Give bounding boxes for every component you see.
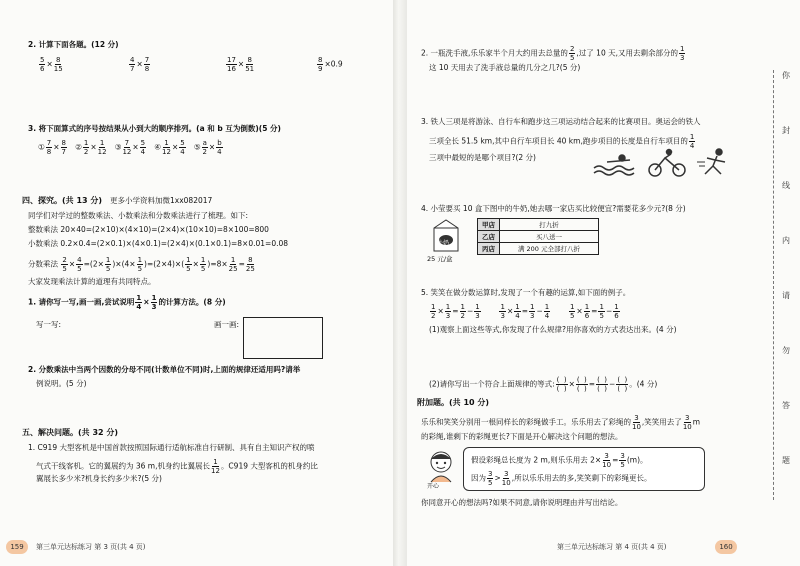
- section4-title: 四、探究。(共 13 分): [22, 196, 103, 205]
- bike-icon: [649, 150, 685, 177]
- r-q5-examples: $\frac{1}{2}$ × $\frac{1}{3}$ = $\frac{1}{2}$ − $\frac{1}{3}$ $\frac{1}{3}$ × $\frac{1}{4}$ = $\frac{1}{3}$ − $\frac{1}{4}$ $\frac{1}{5}$ × $\frac{1}{6}$ = $\frac{1}{5}$ − $\frac{1}{6}$: [431, 303, 619, 320]
- section4-intro: 同学们对学过的整数乘法、小数乘法和分数乘法进行了梳理。如下:: [28, 211, 249, 220]
- bonus-line3: 你同意开心的想法吗?如果不同意,请你说明理由并写出结论。: [421, 498, 623, 507]
- s5-q1-line2: 气式干线客机。它的翼展约为 36 m,机身约比翼展长 $\frac{1}{12}$ 。C919 大型客机的机身约比: [36, 458, 318, 475]
- s5-q1-line1: 1. C919 大型客机是中国首款按照国际通行适航标准自行研制、具有自主知识产权的喷: [28, 443, 315, 452]
- table-row: 乙店 买八送一: [478, 231, 599, 243]
- sub-q2-line2: 例说明。(5 分): [36, 379, 87, 388]
- write-label: 写一写:: [36, 320, 62, 329]
- q3-items: ① $\frac{7}{8}$ × $\frac{8}{7}$ ② $\frac{1}{2}$ × $\frac{1}{12}$ ③ $\frac{7}{12}$ × $\frac{5}{4}$ ④ $\frac{1}{12}$ × $\frac{5}{4}$ ⑤ $\frac{a}{2}$ × $\frac{b}{4}$: [38, 139, 222, 156]
- page-number-left: 159: [6, 540, 28, 554]
- feature-line: 大家发现乘法计算的道理有共同特点。: [28, 277, 156, 286]
- sub-q2-line1: 2. 分数乘法中当两个因数的分母不同(计数单位不同)时,上面的规律还适用吗?请举: [28, 365, 301, 374]
- decimal-mult-line: 小数乘法 0.2×0.4=(2×0.1)×(4×0.1)=(2×4)×(0.1×0.1)=8×0.01=0.08: [28, 239, 289, 248]
- think-line1: 假设彩绳总长度为 2 m,则乐乐用去 2× $\frac{3}{10}$ = $\frac{3}{5}$ (m)。: [471, 452, 648, 469]
- section5-title: 五、解决问题。(共 32 分): [22, 428, 119, 437]
- r-q4: 4. 小莹要买 10 盒下图中的牛奶,她去哪一家店买比较便宜?需要花多少元?(8 分): [421, 204, 686, 213]
- swim-icon: [594, 155, 634, 175]
- footer-left: 第三单元达标练习 第 3 页(共 4 页): [36, 543, 146, 551]
- footer-right: 第三单元达标练习 第 4 页(共 4 页): [557, 543, 667, 551]
- triathlon-icons: [592, 148, 742, 178]
- integer-mult-line: 整数乘法 20×40=(2×10)×(4×10)=(2×4)×(10×10)=8×100=800: [28, 225, 269, 234]
- milk-label: 牛奶: [437, 240, 450, 247]
- section4-note: 更多小学资料加微1xx082017: [110, 196, 213, 205]
- kaixin-label: 开心: [427, 483, 440, 490]
- left-page: [0, 0, 393, 566]
- kaixin-avatar-icon: [423, 448, 459, 484]
- table-row: 丙店 满 200 元全部打八折: [478, 243, 599, 255]
- r-q2-line1: 2. 一瓶洗手液,乐乐家半个月大约用去总量的 $\frac{2}{5}$ ,过了 10 天,又用去剩余部分的 $\frac{1}{3}$: [421, 45, 685, 62]
- q3-title: 3. 将下面算式的序号按结果从小到大的顺序排列。(a 和 b 互为倒数)(5 分): [28, 124, 281, 133]
- r-q2-line2: 这 10 天用去了洗手液总量的几分之几?(5 分): [429, 63, 581, 72]
- think-line2: 因为 $\frac{3}{5}$ > $\frac{3}{10}$ ,所以乐乐用去的多,笑笑剩下的彩绳更长。: [471, 470, 652, 487]
- sub-q1: 1. 请你写一写,画一画,尝试说明 $\frac{1}{4}$ × $\frac{1}{3}$ 的计算方法。(8 分): [28, 294, 226, 311]
- shop-table: [477, 218, 599, 255]
- q2-title: 2. 计算下面各题。(12 分): [28, 40, 119, 49]
- page-number-right: 160: [715, 540, 737, 554]
- r-q5-sub2: (2)请你写出一个符合上面规律的等式: $\frac{( )}{( )}$ × $\frac{( )}{( )}$ = $\frac{( )}{( )}$ − $\frac{( )}{( )}$ 。(4 分): [429, 376, 658, 393]
- r-q5-line1: 5. 笑笑在做分数运算时,发现了一个有趣的运算,如下面的例子。: [421, 288, 631, 297]
- right-page: [407, 0, 800, 566]
- seal-line: 你 封 线 内 请 勿 答 题: [773, 70, 794, 500]
- bonus-line1: 乐乐和笑笑分别用一根同样长的彩绳做手工。乐乐用去了彩绳的 $\frac{3}{10}$ ,笑笑用去了 $\frac{3}{10}$ m: [421, 414, 701, 431]
- table-row: 甲店 打九折: [478, 219, 599, 231]
- r-q3-line1: 3. 铁人三项是将游泳、自行车和跑步这三项运动结合起来的比赛项目。奥运会的铁人: [421, 117, 701, 126]
- draw-label: 画一画:: [214, 320, 240, 329]
- r-q3-line3: 三项中最短的是哪个项目?(2 分): [429, 153, 536, 162]
- draw-box[interactable]: [243, 317, 323, 359]
- run-icon: [697, 149, 725, 174]
- book-gutter: [393, 0, 407, 566]
- q2-item-3: $\frac{17}{16}$ × $\frac{8}{51}$: [227, 56, 255, 73]
- r-q3-line2: 三项全长 51.5 km,其中自行车项目长 40 km,跑步项目的长度是自行车项目的 $\frac{1}{4}$: [429, 133, 695, 150]
- q2-item-1: $\frac{5}{6}$ × $\frac{8}{15}$: [40, 56, 63, 73]
- fraction-mult-line: 分数乘法 $\frac{2}{5}$ × $\frac{4}{5}$ =(2× $\frac{1}{5}$ )×(4× $\frac{1}{5}$ )=(2×4)×( $\frac{1}{5}$ × $\frac{1}{5}$ )=8× $\frac{1}{25}$ = $\frac{8}{25}$: [28, 256, 255, 273]
- r-q5-sub1: (1)观察上面这些等式,你发现了什么规律?用你喜欢的方式表达出来。(4 分): [429, 325, 677, 334]
- q2-item-4: $\frac{8}{9}$ ×0.9: [318, 56, 343, 73]
- q2-item-2: $\frac{4}{7}$ × $\frac{7}{8}$: [130, 56, 150, 73]
- bonus-title: 附加题。(共 10 分): [417, 398, 490, 407]
- milk-price: 25 元/盒: [427, 255, 453, 263]
- s5-q1-line3: 翼展长多少米?机身长约多少米?(5 分): [36, 474, 162, 483]
- bonus-line2: 的彩绳,谁剩下的彩绳更长?下面是开心解决这个问题的想法。: [421, 432, 623, 441]
